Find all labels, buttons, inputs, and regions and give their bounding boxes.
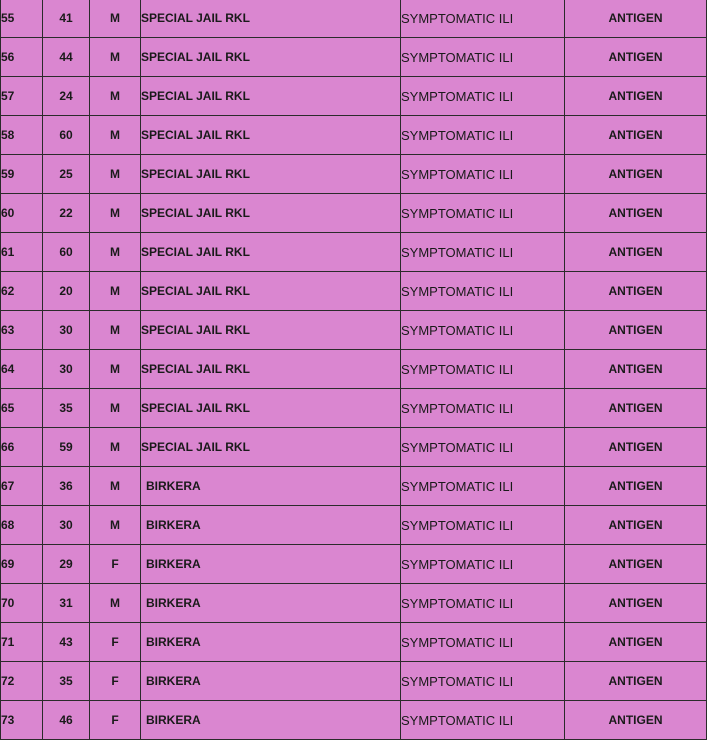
table-row <box>1 350 707 389</box>
table-row <box>1 389 707 428</box>
category-cell[interactable]: SYMPTOMATIC ILI <box>401 38 565 77</box>
location-cell[interactable]: BIRKERA <box>141 467 401 506</box>
serial-number-cell[interactable]: 71 <box>1 623 43 662</box>
sex-cell[interactable]: M <box>90 194 141 233</box>
age-cell[interactable]: 35 <box>43 662 90 701</box>
category-cell[interactable]: SYMPTOMATIC ILI <box>401 272 565 311</box>
serial-number-cell[interactable]: 63 <box>1 311 43 350</box>
test-type-cell[interactable]: ANTIGEN <box>565 662 707 701</box>
category-cell[interactable]: SYMPTOMATIC ILI <box>401 194 565 233</box>
location-cell[interactable]: SPECIAL JAIL RKL <box>141 233 401 272</box>
serial-number-cell[interactable]: 61 <box>1 233 43 272</box>
table-row <box>1 116 707 155</box>
location-cell[interactable]: SPECIAL JAIL RKL <box>141 389 401 428</box>
age-cell[interactable]: 31 <box>43 584 90 623</box>
serial-number-cell[interactable]: 57 <box>1 77 43 116</box>
test-type-cell[interactable]: ANTIGEN <box>565 545 707 584</box>
category-cell[interactable]: SYMPTOMATIC ILI <box>401 77 565 116</box>
location-cell[interactable]: SPECIAL JAIL RKL <box>141 155 401 194</box>
location-cell[interactable]: BIRKERA <box>141 584 401 623</box>
sex-cell[interactable]: M <box>90 389 141 428</box>
category-cell[interactable]: SYMPTOMATIC ILI <box>401 233 565 272</box>
test-type-cell[interactable]: ANTIGEN <box>565 467 707 506</box>
table-row <box>1 467 707 506</box>
age-cell[interactable]: 20 <box>43 272 90 311</box>
test-type-cell[interactable]: ANTIGEN <box>565 584 707 623</box>
test-type-cell[interactable]: ANTIGEN <box>565 389 707 428</box>
table-row <box>1 0 707 38</box>
table-row <box>1 311 707 350</box>
test-type-cell[interactable]: ANTIGEN <box>565 428 707 467</box>
table-row <box>1 428 707 467</box>
sex-cell[interactable]: M <box>90 467 141 506</box>
location-cell[interactable]: SPECIAL JAIL RKL <box>141 311 401 350</box>
location-cell[interactable]: SPECIAL JAIL RKL <box>141 77 401 116</box>
serial-number-cell[interactable]: 73 <box>1 701 43 740</box>
location-cell[interactable]: BIRKERA <box>141 545 401 584</box>
serial-number-cell[interactable]: 64 <box>1 350 43 389</box>
age-cell[interactable]: 29 <box>43 545 90 584</box>
table-body <box>1 0 707 740</box>
sex-cell[interactable]: M <box>90 77 141 116</box>
location-cell[interactable]: SPECIAL JAIL RKL <box>141 350 401 389</box>
sex-cell[interactable]: M <box>90 311 141 350</box>
serial-number-cell[interactable]: 55 <box>1 0 43 38</box>
sex-cell[interactable]: F <box>90 662 141 701</box>
sex-cell[interactable]: M <box>90 350 141 389</box>
test-type-cell[interactable]: ANTIGEN <box>565 116 707 155</box>
table-row <box>1 623 707 662</box>
serial-number-cell[interactable]: 65 <box>1 389 43 428</box>
table-row <box>1 77 707 116</box>
test-type-cell[interactable]: ANTIGEN <box>565 701 707 740</box>
sex-cell[interactable]: M <box>90 38 141 77</box>
sex-cell[interactable]: M <box>90 428 141 467</box>
serial-number-cell[interactable]: 59 <box>1 155 43 194</box>
sex-cell[interactable]: M <box>90 0 141 38</box>
sex-cell[interactable]: F <box>90 623 141 662</box>
test-type-cell[interactable]: ANTIGEN <box>565 0 707 38</box>
age-cell[interactable]: 22 <box>43 194 90 233</box>
table-row <box>1 38 707 77</box>
location-cell[interactable]: BIRKERA <box>141 701 401 740</box>
test-type-cell[interactable]: ANTIGEN <box>565 311 707 350</box>
age-cell[interactable]: 46 <box>43 701 90 740</box>
age-cell[interactable]: 60 <box>43 116 90 155</box>
location-cell[interactable]: SPECIAL JAIL RKL <box>141 428 401 467</box>
test-type-cell[interactable]: ANTIGEN <box>565 155 707 194</box>
location-cell[interactable]: SPECIAL JAIL RKL <box>141 272 401 311</box>
age-cell[interactable]: 30 <box>43 350 90 389</box>
serial-number-cell[interactable]: 68 <box>1 506 43 545</box>
category-cell[interactable]: SYMPTOMATIC ILI <box>401 350 565 389</box>
location-cell[interactable]: BIRKERA <box>141 662 401 701</box>
table-row <box>1 584 707 623</box>
category-cell[interactable]: SYMPTOMATIC ILI <box>401 389 565 428</box>
serial-number-cell[interactable]: 66 <box>1 428 43 467</box>
category-cell[interactable]: SYMPTOMATIC ILI <box>401 428 565 467</box>
serial-number-cell[interactable]: 69 <box>1 545 43 584</box>
table-row <box>1 506 707 545</box>
table-row <box>1 701 707 740</box>
category-cell[interactable]: SYMPTOMATIC ILI <box>401 662 565 701</box>
category-cell[interactable]: SYMPTOMATIC ILI <box>401 623 565 662</box>
category-cell[interactable]: SYMPTOMATIC ILI <box>401 701 565 740</box>
test-type-cell[interactable]: ANTIGEN <box>565 194 707 233</box>
category-cell[interactable]: SYMPTOMATIC ILI <box>401 311 565 350</box>
serial-number-cell[interactable]: 70 <box>1 584 43 623</box>
sex-cell[interactable]: M <box>90 116 141 155</box>
sex-cell[interactable]: M <box>90 584 141 623</box>
sex-cell[interactable]: F <box>90 545 141 584</box>
sex-cell[interactable]: M <box>90 272 141 311</box>
age-cell[interactable]: 24 <box>43 77 90 116</box>
age-cell[interactable]: 41 <box>43 0 90 38</box>
test-type-cell[interactable]: ANTIGEN <box>565 350 707 389</box>
sex-cell[interactable]: F <box>90 701 141 740</box>
table-row <box>1 662 707 701</box>
serial-number-cell[interactable]: 60 <box>1 194 43 233</box>
table-row <box>1 545 707 584</box>
serial-number-cell[interactable]: 67 <box>1 467 43 506</box>
serial-number-cell[interactable]: 62 <box>1 272 43 311</box>
test-type-cell[interactable]: ANTIGEN <box>565 38 707 77</box>
age-cell[interactable]: 60 <box>43 233 90 272</box>
age-cell[interactable]: 36 <box>43 467 90 506</box>
category-cell[interactable]: SYMPTOMATIC ILI <box>401 506 565 545</box>
test-type-cell[interactable]: ANTIGEN <box>565 233 707 272</box>
sex-cell[interactable]: M <box>90 233 141 272</box>
category-cell[interactable]: SYMPTOMATIC ILI <box>401 467 565 506</box>
age-cell[interactable]: 30 <box>43 506 90 545</box>
serial-number-cell[interactable]: 58 <box>1 116 43 155</box>
age-cell[interactable]: 44 <box>43 38 90 77</box>
sex-cell[interactable]: M <box>90 506 141 545</box>
location-cell[interactable]: SPECIAL JAIL RKL <box>141 116 401 155</box>
location-cell[interactable]: SPECIAL JAIL RKL <box>141 38 401 77</box>
category-cell[interactable]: SYMPTOMATIC ILI <box>401 155 565 194</box>
age-cell[interactable]: 30 <box>43 311 90 350</box>
serial-number-cell[interactable]: 56 <box>1 38 43 77</box>
age-cell[interactable]: 35 <box>43 389 90 428</box>
test-type-cell[interactable]: ANTIGEN <box>565 272 707 311</box>
age-cell[interactable]: 43 <box>43 623 90 662</box>
location-cell[interactable]: BIRKERA <box>141 623 401 662</box>
location-cell[interactable]: SPECIAL JAIL RKL <box>141 194 401 233</box>
table-row <box>1 272 707 311</box>
table-row <box>1 155 707 194</box>
age-cell[interactable]: 59 <box>43 428 90 467</box>
category-cell[interactable]: SYMPTOMATIC ILI <box>401 116 565 155</box>
category-cell[interactable]: SYMPTOMATIC ILI <box>401 545 565 584</box>
location-cell[interactable]: SPECIAL JAIL RKL <box>141 0 401 38</box>
table-row <box>1 194 707 233</box>
serial-number-cell[interactable]: 72 <box>1 662 43 701</box>
category-cell[interactable]: SYMPTOMATIC ILI <box>401 0 565 38</box>
location-cell[interactable]: BIRKERA <box>141 506 401 545</box>
age-cell[interactable]: 25 <box>43 155 90 194</box>
table-row <box>1 233 707 272</box>
test-type-cell[interactable]: ANTIGEN <box>565 623 707 662</box>
sex-cell[interactable]: M <box>90 155 141 194</box>
test-type-cell[interactable]: ANTIGEN <box>565 77 707 116</box>
category-cell[interactable]: SYMPTOMATIC ILI <box>401 584 565 623</box>
test-type-cell[interactable]: ANTIGEN <box>565 506 707 545</box>
